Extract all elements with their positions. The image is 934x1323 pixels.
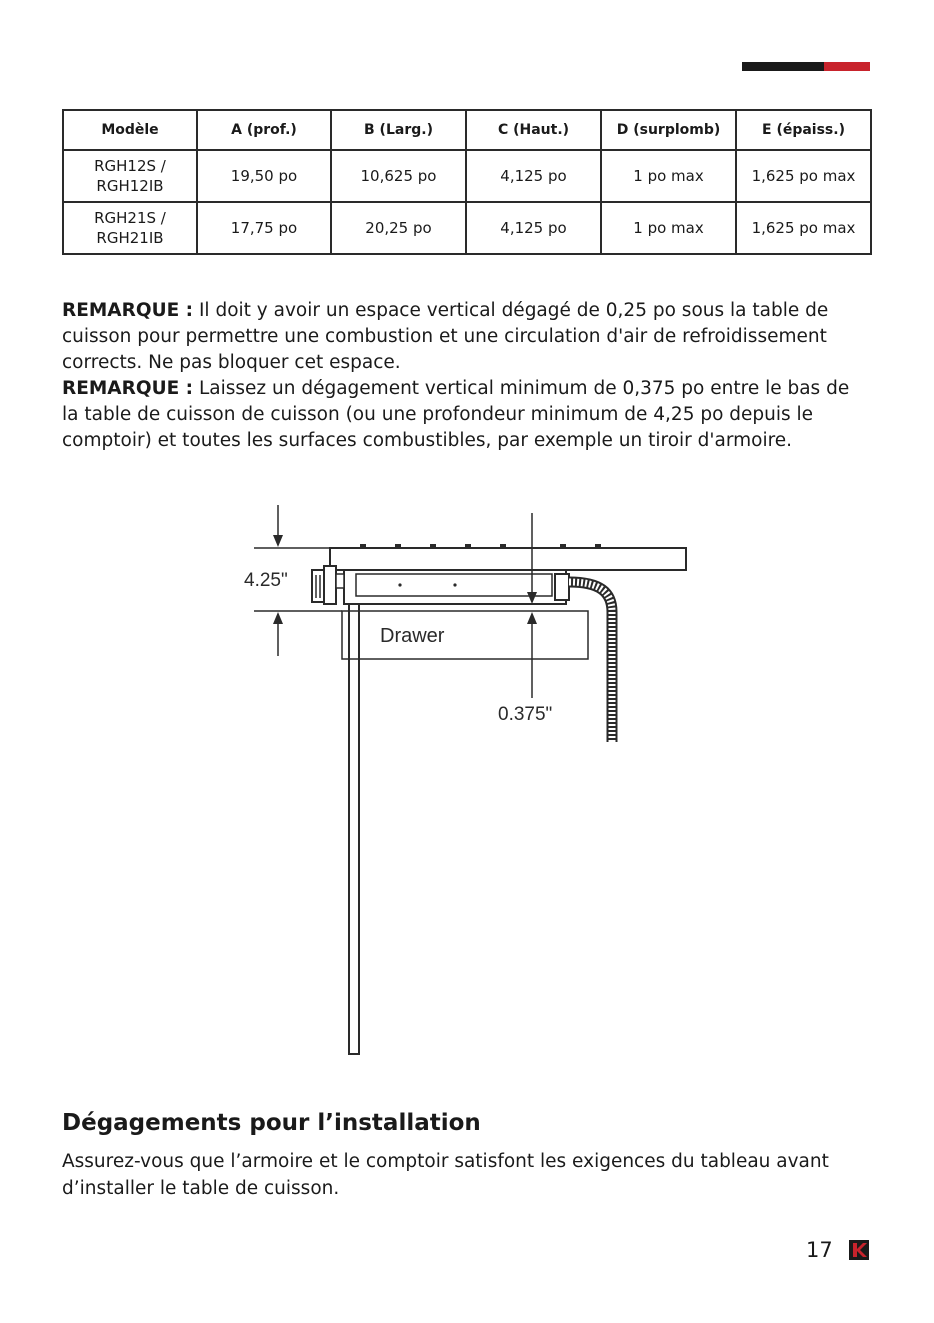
- note-text: Il doit y avoir un espace vertical dégagé de 0,25 po sous la table de cuisson pour permettre une combustion et une circulation d'air de refroidissement corrects. Ne pas bloquer cet espace.: [62, 300, 829, 373]
- header-e-thickness: E (épaiss.): [736, 110, 871, 150]
- cell-d: 1 po max: [601, 202, 736, 254]
- cell-model: [63, 202, 197, 254]
- dimensions-table: [62, 109, 872, 255]
- brand-logo-icon: [849, 1240, 869, 1260]
- conduit-ribbing: [569, 582, 612, 742]
- gas-inlet-fitting: [312, 566, 344, 604]
- note-paragraph: [62, 298, 870, 376]
- model-line-1: RGH12S /: [94, 157, 166, 175]
- header-accent-bar: [742, 62, 870, 71]
- note-label: REMARQUE :: [62, 300, 194, 321]
- cell-e: 1,625 po max: [736, 150, 871, 202]
- electrical-box: [555, 574, 569, 600]
- accent-bar-red: [824, 62, 870, 71]
- accent-bar-dark: [742, 62, 824, 71]
- cell-d: 1 po max: [601, 150, 736, 202]
- countertop: [330, 548, 686, 570]
- cell-a: 19,50 po: [197, 150, 331, 202]
- drawer: [342, 611, 588, 659]
- model-line-2: RGH12IB: [96, 177, 164, 195]
- header-c-height: C (Haut.): [466, 110, 601, 150]
- header-b-width: B (Larg.): [331, 110, 466, 150]
- note-text: Laissez un dégagement vertical minimum de 0,375 po entre le bas de la table de cuisson de cuisson (ou une profondeur minimum de 4,25 po depuis le comptoir) et toutes les surfaces combustibles, par exemple un tiroir d'armoire.: [62, 378, 850, 451]
- clearance-diagram: [0, 500, 934, 1070]
- note-paragraph: [62, 376, 870, 454]
- cell-c: 4,125 po: [466, 202, 601, 254]
- cell-a: 17,75 po: [197, 202, 331, 254]
- section-body: Assurez-vous que l’armoire et le comptoir satisfont les exigences du tableau avant d’installer le table de cuisson.: [62, 1151, 829, 1199]
- header-d-overhang: D (surplomb): [601, 110, 736, 150]
- table-row: [63, 150, 871, 202]
- cell-c: 4,125 po: [466, 150, 601, 202]
- cell-b: 10,625 po: [331, 150, 466, 202]
- gap-label: 0.375": [498, 704, 553, 725]
- gap-dimension: [527, 513, 537, 698]
- header-a-depth: A (prof.): [197, 110, 331, 150]
- notes-block: [62, 298, 870, 454]
- depth-label: 4.25": [244, 570, 288, 591]
- model-line-2: RGH21IB: [96, 229, 164, 247]
- cell-b: 20,25 po: [331, 202, 466, 254]
- drawer-label: Drawer: [380, 625, 445, 647]
- model-line-1: RGH21S /: [94, 209, 166, 227]
- flexible-conduit: [569, 582, 612, 742]
- table-header-row: [63, 110, 871, 150]
- note-label: REMARQUE :: [62, 378, 194, 399]
- section-title: Dégagements pour l’installation: [62, 1110, 481, 1136]
- table-row: [63, 202, 871, 254]
- header-model: Modèle: [63, 110, 197, 150]
- page-number: 17: [806, 1238, 833, 1262]
- cell-e: 1,625 po max: [736, 202, 871, 254]
- cell-model: [63, 150, 197, 202]
